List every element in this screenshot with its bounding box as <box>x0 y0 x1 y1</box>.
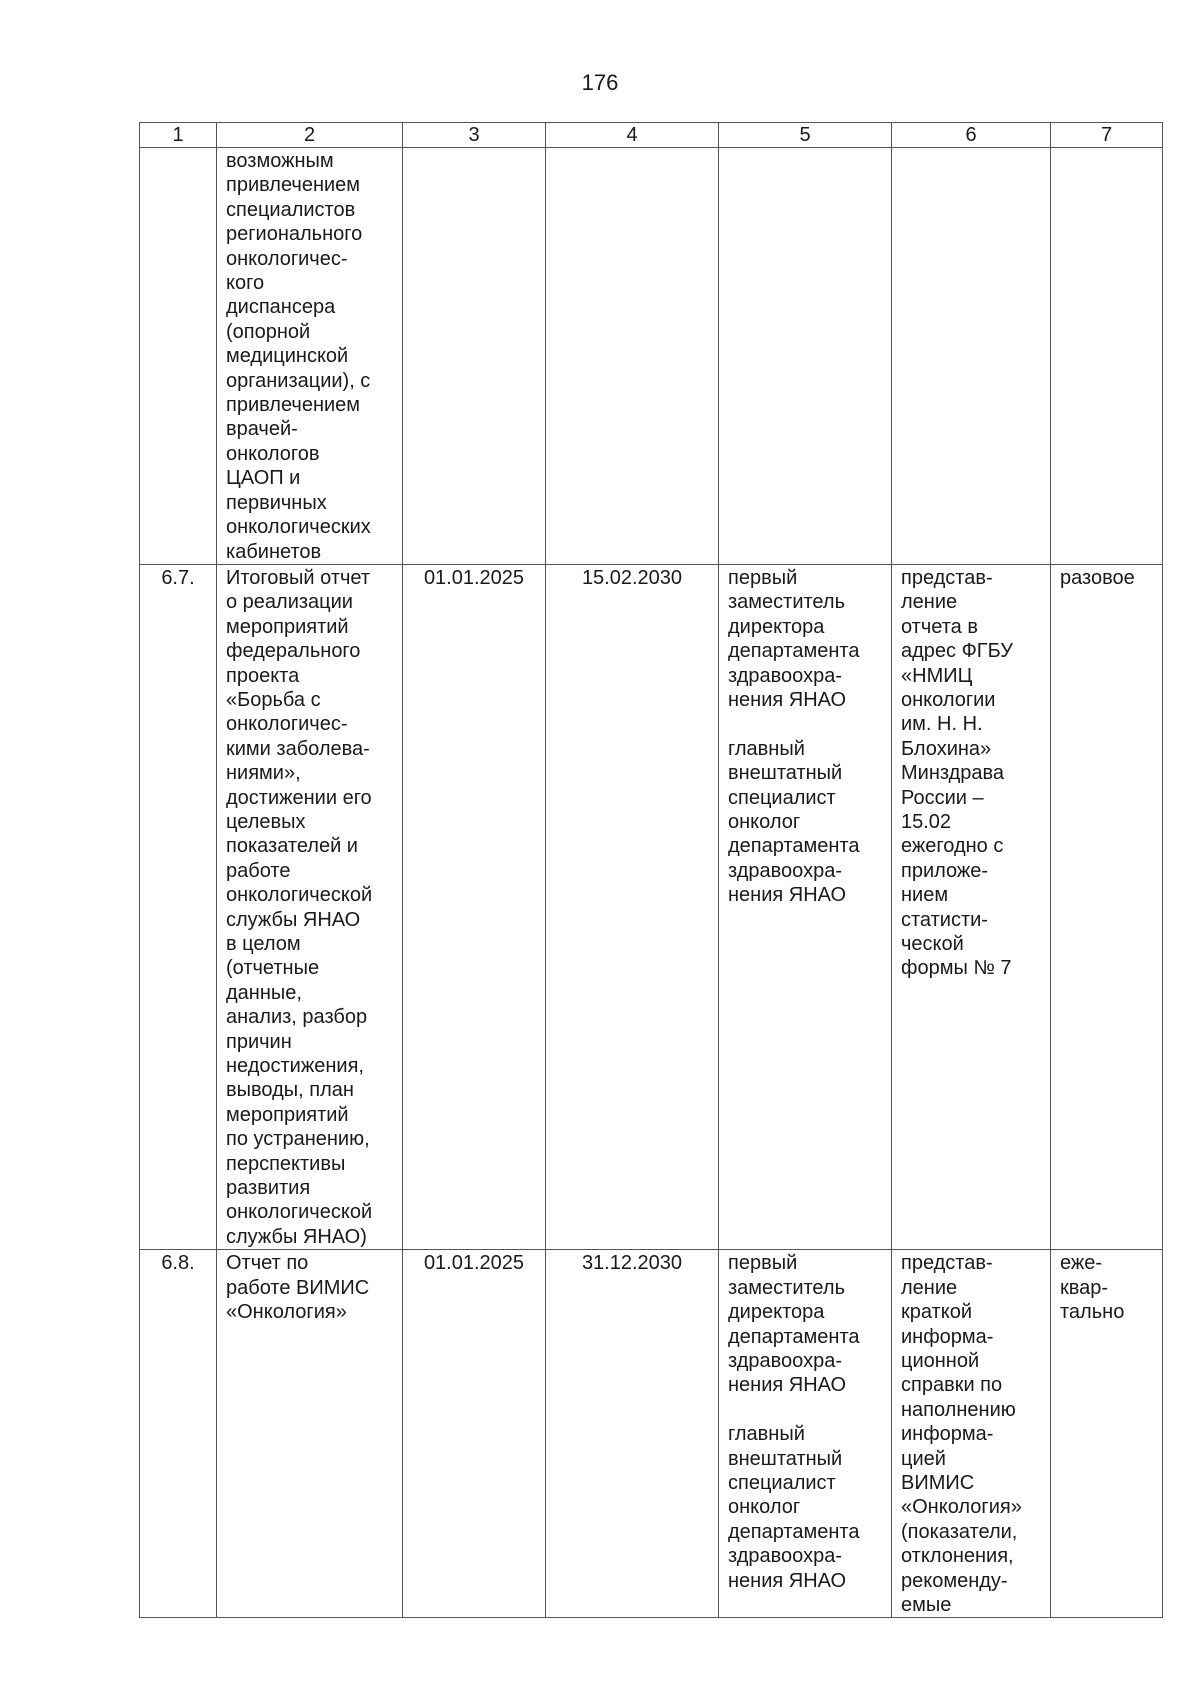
cell-number: 6.7. <box>140 564 217 1249</box>
header-col-1: 1 <box>140 123 217 148</box>
cell-result: представ- ление отчета в адрес ФГБУ «НМИЦ онкологии им. Н. Н. Блохина» Минздрава России – 15.02 ежегодно с приложе- нием статисти- ческой формы № 7 <box>892 564 1051 1249</box>
plan-table <box>139 122 1163 1618</box>
cell-frequency <box>1051 148 1163 565</box>
cell-start-date: 01.01.2025 <box>403 564 546 1249</box>
header-col-6: 6 <box>892 123 1051 148</box>
table-row-continuation <box>140 148 1163 565</box>
cell-end-date: 31.12.2030 <box>546 1250 719 1618</box>
cell-result <box>892 148 1051 565</box>
table-row-6-7 <box>140 564 1163 1249</box>
cell-responsible: первый заместитель директора департамента здравоохра- нения ЯНАО главный внештатный специалист онколог департамента здравоохра- нения ЯНАО <box>719 564 892 1249</box>
cell-end-date <box>546 148 719 565</box>
cell-responsible: первый заместитель директора департамента здравоохра- нения ЯНАО главный внештатный специалист онколог департамента здравоохра- нения ЯНАО <box>719 1250 892 1618</box>
cell-event: возможным привлечением специалистов регионального онкологичес- кого диспансера (опорной медицинской организации), с привлечением врачей- онкологов ЦАОП и первичных онкологических кабинетов <box>217 148 403 565</box>
cell-number <box>140 148 217 565</box>
table-row-6-8 <box>140 1250 1163 1618</box>
cell-end-date: 15.02.2030 <box>546 564 719 1249</box>
cell-result: представ- ление краткой информа- ционной справки по наполнению информа- цией ВИМИС «Онкология» (показатели, отклонения, рекоменду- емые <box>892 1250 1051 1618</box>
header-col-4: 4 <box>546 123 719 148</box>
cell-number: 6.8. <box>140 1250 217 1618</box>
cell-frequency: разовое <box>1051 564 1163 1249</box>
cell-frequency: еже- квар- тально <box>1051 1250 1163 1618</box>
cell-responsible <box>719 148 892 565</box>
header-col-7: 7 <box>1051 123 1163 148</box>
header-col-3: 3 <box>403 123 546 148</box>
header-col-2: 2 <box>217 123 403 148</box>
cell-start-date: 01.01.2025 <box>403 1250 546 1618</box>
header-col-5: 5 <box>719 123 892 148</box>
cell-event: Итоговый отчет о реализации мероприятий федерального проекта «Борьба с онкологичес- кими заболева- ниями», достижении его целевых показателей и работе онкологической службы ЯНАО в целом (отчетные данные, анализ, разбор причин недостижения, выводы, план мероприятий по устранению, перспективы развития онкологической службы ЯНАО) <box>217 564 403 1249</box>
cell-start-date <box>403 148 546 565</box>
page-number: 176 <box>581 70 619 95</box>
header-row <box>140 123 1163 148</box>
cell-event: Отчет по работе ВИМИС «Онкология» <box>217 1250 403 1618</box>
